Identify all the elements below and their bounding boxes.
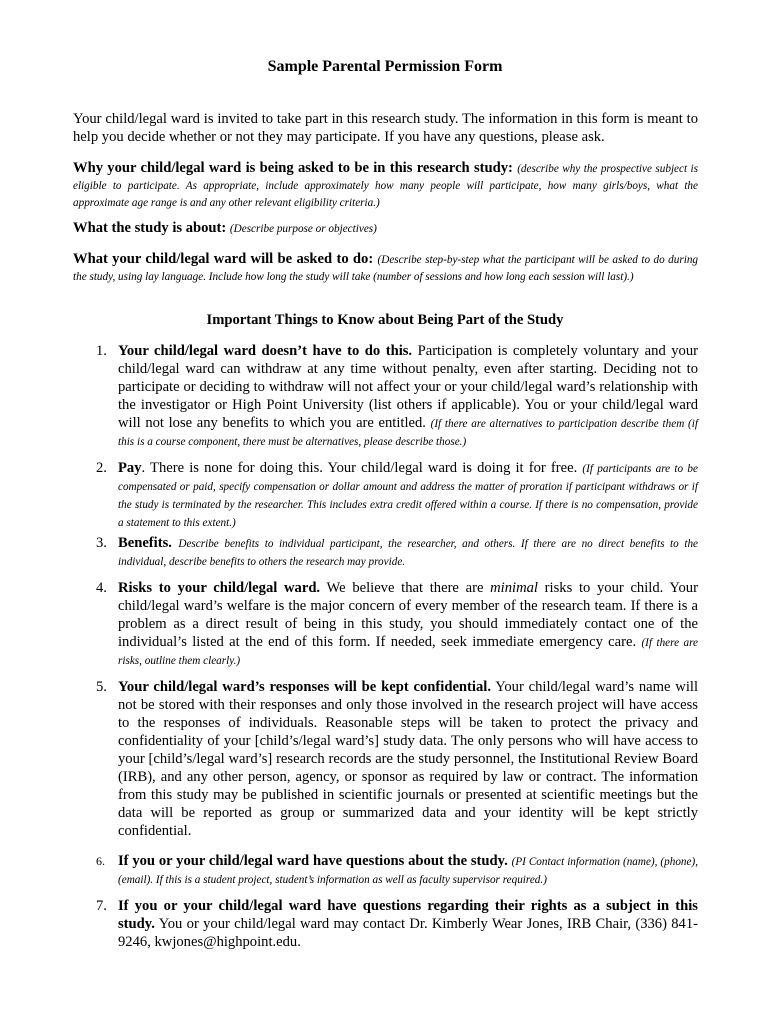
item-number: 2.: [96, 460, 107, 476]
asked-heading: What your child/legal ward will be asked to do:: [73, 251, 374, 267]
item-heading: Your child/legal ward’s responses will be kept confidential.: [118, 679, 491, 695]
item-number: 1.: [96, 343, 107, 359]
why-note: (describe why the prospective subject is eligible to participate. As appropriate, include approximately how many people will participate, how many girls/boys, what the approximate age range is and any other relevant eligibility criteria.): [73, 163, 698, 209]
item-text: . There is none for doing this. Your child/legal ward is doing it for free.: [141, 460, 578, 476]
item-text-emphasis: minimal: [490, 580, 538, 596]
item-number: 6.: [96, 854, 105, 868]
asked-note: (Describe step-by-step what the participant will be asked to do during the study, using lay language. Include how long the study will take (number of sessions and how long each session will last).): [73, 254, 699, 283]
item-text-a: We believe that there are: [326, 580, 484, 596]
intro-paragraph: Your child/legal ward is invited to take part in this research study. The information in this form is meant to help you decide whether or not they may participate. If you have any questions, please ask.: [73, 111, 698, 145]
list-item: [96, 534, 698, 570]
page-title: Sample Parental Permission Form: [267, 58, 503, 75]
item-text: Participation is completely voluntary and your child/legal ward can withdraw at any time without penalty, even after starting. Deciding not to participate or deciding to withdraw will not affect your or your child/legal ward’s relationship with the investigator or High Point University (list others if applicable). You or your child/legal ward will not lose any benefits to which you are entitled.: [118, 343, 699, 431]
item-heading: Pay: [118, 460, 142, 476]
item-note: Describe benefits to individual participant, the researcher, and others. If there are no direct benefits to the individual, describe benefits to others the research may provide.: [118, 538, 698, 568]
item-heading: Benefits.: [118, 535, 172, 551]
item-heading: Risks to your child/legal ward.: [118, 580, 321, 596]
item-note: (If participants are to be compensated or paid, specify compensation or dollar amount and address the matter of proration if participant withdraws or if the study is terminated by the researcher. This includes extra credit offered within a course. If there is no compensation, provide a statement to this extent.): [118, 463, 698, 529]
about-section: [73, 220, 698, 237]
item-note: (If there are risks, outline them clearly.): [118, 637, 698, 667]
item-number: 4.: [96, 580, 107, 596]
item-note: (If there are alternatives to participation describe them (if this is a course component, there must be alternatives, please describe those.): [118, 418, 698, 448]
list-item: [96, 678, 698, 840]
why-section: [73, 160, 698, 211]
item-note: (PI Contact information (name), (phone), (email). If this is a student project, student’s information as well as faculty supervisor required.): [118, 856, 698, 886]
item-text: You or your child/legal ward may contact Dr. Kimberly Wear Jones, IRB Chair, (336) 841-9246, kwjones@highpoint.edu.: [118, 916, 698, 950]
list-item: [96, 342, 698, 450]
item-heading: If you or your child/legal ward have questions regarding their rights as a subject in this study.: [118, 898, 698, 932]
why-heading: Why your child/legal ward is being asked to be in this research study:: [73, 160, 513, 176]
about-note: (Describe purpose or objectives): [229, 223, 377, 235]
list-item: [96, 897, 698, 951]
item-number: 5.: [96, 679, 107, 695]
item-heading: Your child/legal ward doesn’t have to do this.: [118, 343, 413, 359]
item-number: 3.: [96, 535, 107, 551]
item-text-b: risks to your child. Your child/legal ward’s welfare is the major concern of every member of the research team. If there is a problem as a direct result of being in this study, you should immediately contact one of the individual’s listed at the end of this form. If needed, seek immediate emergency care.: [118, 580, 698, 650]
about-heading: What the study is about:: [73, 220, 227, 236]
item-heading: If you or your child/legal ward have questions about the study.: [118, 853, 508, 869]
list-item: [96, 459, 698, 531]
item-text-b: . The only persons who will have access to your [child’s/legal ward’s] research records are the study personnel, the Institutional Review Board (IRB), and any other person, agency, or sponsor as required by law or contract. The information from this study may be published in scientific journals or presented at scientific meetings but the data will be reported as group or summarized data and your identity will be kept strictly confidential.: [118, 733, 699, 839]
item-number: 7.: [96, 898, 107, 914]
list-item: [96, 852, 698, 888]
important-heading: Important Things to Know about Being Part of the Study: [206, 312, 564, 328]
list-item: [96, 579, 698, 669]
item-text-a: Your child/legal ward’s name will not be stored with their responses and only those involved in the research project will have access to the responses of individuals. Reasonable steps will be taken to protect the privacy and confidentiality of your [child’s/legal ward’s] study data: [118, 679, 698, 749]
asked-section: [73, 251, 698, 285]
